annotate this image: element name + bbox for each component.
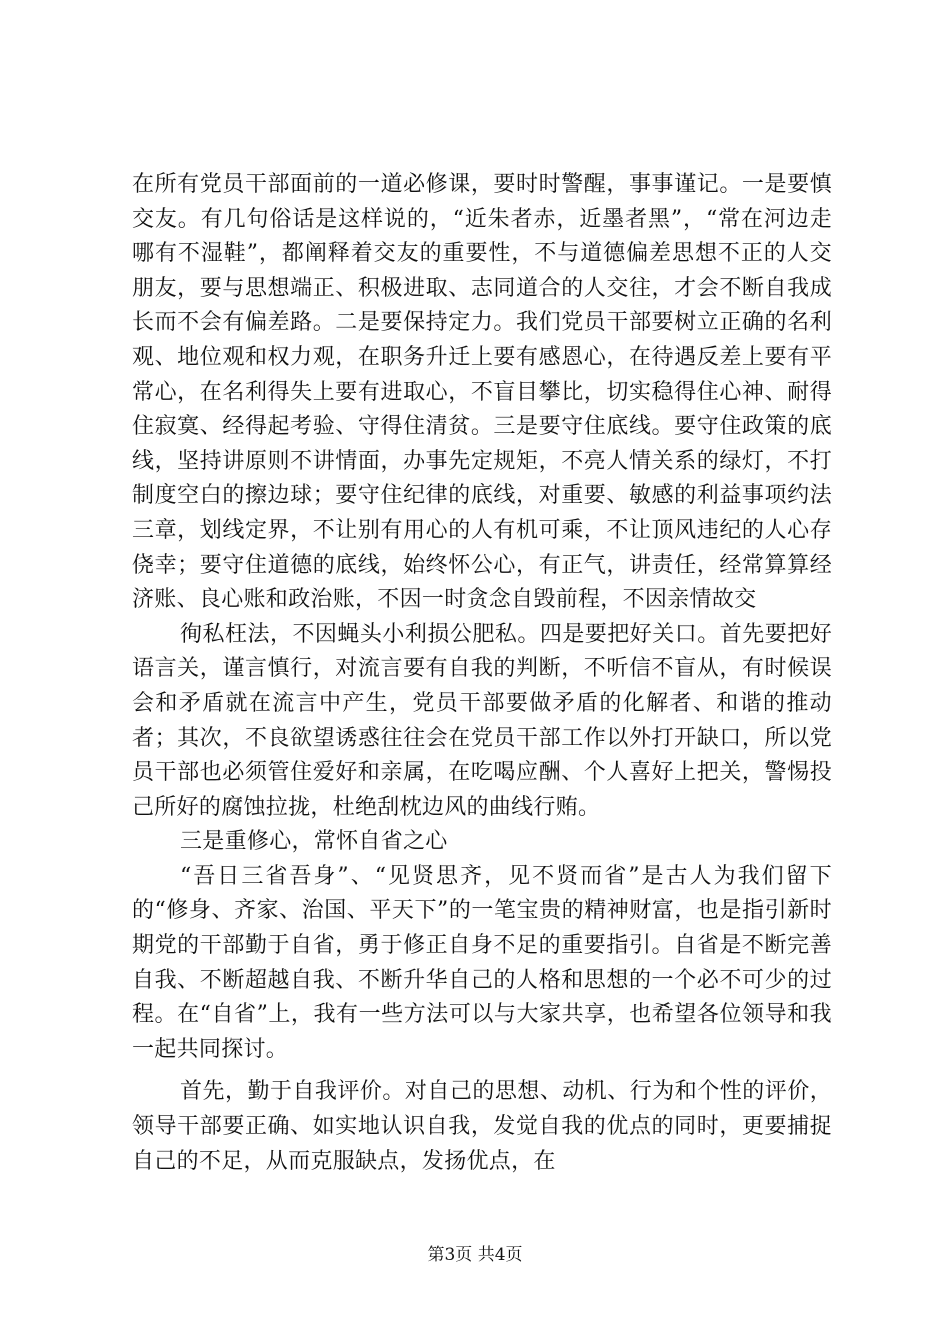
- section-heading-self-reflection: 三是重修心，常怀自省之心: [180, 829, 448, 855]
- paragraph-self-evaluation: 首先，勤于自我评价。对自己的思想、动机、行为和个性的评价，领导干部要正确、如实地认识自我，发觉自我的优点的同时，更要捕捉自己的不足，从而克服缺点，发扬优点，在: [132, 1079, 832, 1174]
- paragraph-friendship-and-bottom-line: 在所有党员干部面前的一道必修课，要时时警醒，事事谨记。一是要慎交友。有几句俗话是这样说的，“近朱者赤，近墨者黑”，“常在河边走哪有不湿鞋”，都阐释着交友的重要性，不与道德偏差思想不正的人交朋友，要与思想端正、积极进取、志同道合的人交往，才会不断自我成长而不会有偏差路。二是要保持定力。我们党员干部要树立正确的名利观、地位观和权力观，在职务升迁上要有感恩心，在待遇反差上要有平常心，在名利得失上要有进取心，不盲目攀比，切实稳得住心神、耐得住寂寞、经得起考验、守得住清贫。三是要守住底线。要守住政策的底线，坚持讲原则不讲情面，办事先定规矩，不亮人情关系的绿灯，不打制度空白的擦边球；要守住纪律的底线，对重要、敏感的利益事项约法三章，划线定界，不让别有用心的人有机可乘，不让顶风违纪的人心存侥幸；要守住道德的底线，始终怀公心，有正气，讲责任，经常算算经济账、良心账和政治账，不因一时贪念自毁前程，不因亲情故交: [132, 172, 832, 613]
- paragraph-gatekeeping: 徇私枉法，不因蝇头小利损公肥私。四是要把好关口。首先要把好语言关，谨言慎行，对流言要有自我的判断，不听信不盲从，有时候误会和矛盾就在流言中产生，党员干部要做矛盾的化解者、和谐的推动者；其次，不良欲望诱惑往往会在党员干部工作以外打开缺口，所以党员干部也必须管住爱好和亲属，在吃喝应酬、个人喜好上把关，警惕投己所好的腐蚀拉拢，杜绝刮枕边风的曲线行贿。: [132, 621, 832, 820]
- page-number-label: 第3页 共4页: [427, 1245, 523, 1265]
- paragraph-self-reflection: “吾日三省吾身”、“见贤思齐，见不贤而省”是古人为我们留下的“修身、齐家、治国、平天下”的一笔宝贵的精神财富，也是指引新时期党的干部勤于自省，勇于修正自身不足的重要指引。自省是不断完善自我、不断超越自我、不断升华自己的人格和思想的一个必不可少的过程。在“自省”上，我有一些方法可以与大家共享，也希望各位领导和我一起共同探讨。: [132, 863, 832, 1062]
- document-body: [132, 168, 832, 1179]
- page-footer: [0, 1244, 950, 1266]
